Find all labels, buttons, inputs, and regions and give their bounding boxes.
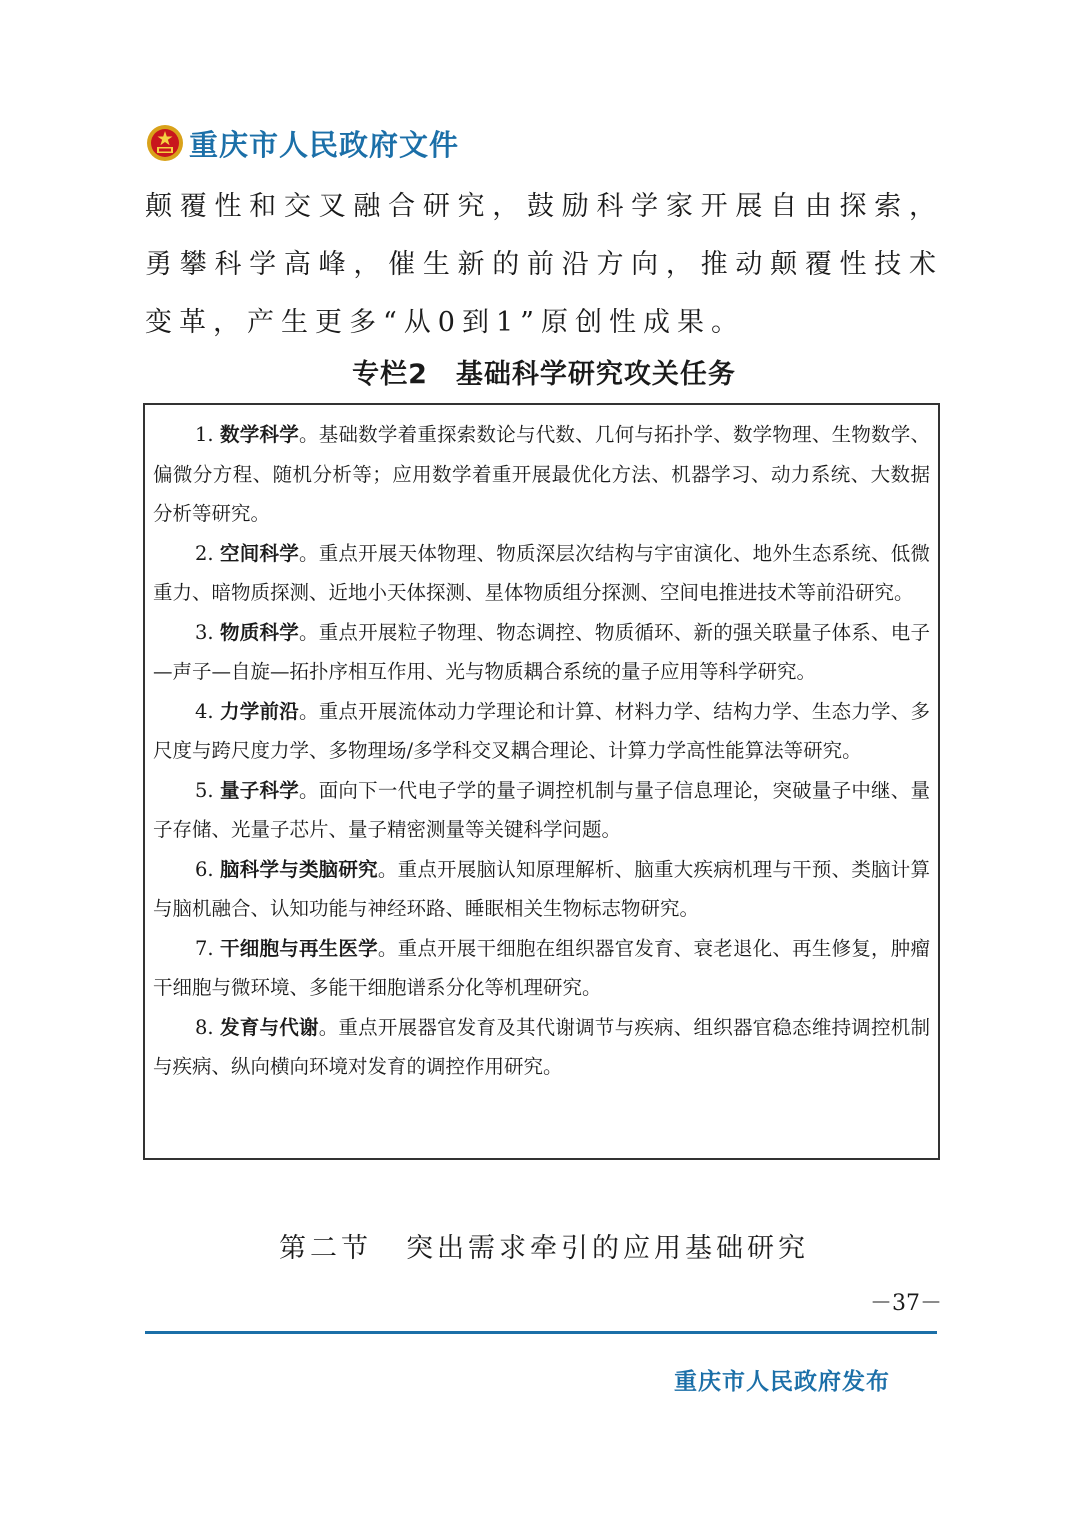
box-item-lead: 数学科学 xyxy=(220,423,299,446)
task-box xyxy=(143,403,940,1160)
box-item xyxy=(153,850,930,929)
page-number: －37－ xyxy=(870,1291,942,1316)
box-item-text: 。基础数学着重探索数论与代数、几何与拓扑学、数学物理、生物数学、偏微分方程、随机分析等；应用数学着重开展最优化方法、机器学习、动力系统、大数据分析等研究。 xyxy=(153,423,930,525)
box-item-lead: 力学前沿 xyxy=(220,699,299,723)
box-item-text: 。重点开展器官发育及其代谢调节与疾病、组织器官稳态维持调控机制与疾病、纵向横向环境对发育的调控作用研究。 xyxy=(153,1015,930,1078)
box-item xyxy=(153,1008,930,1087)
footer-divider xyxy=(145,1331,937,1334)
box-item-text: 。重点开展流体动力学理论和计算、材料力学、结构力学、生态力学、多尺度与跨尺度力学、多物理场/多学科交叉耦合理论、计算力学高性能算法等研究。 xyxy=(153,699,930,762)
section-label: 第二节 xyxy=(279,1233,372,1264)
box-item-text: 。重点开展天体物理、物质深层次结构与宇宙演化、地外生态系统、低微重力、暗物质探测、近地小天体探测、星体物质组分探测、空间电推进技术等前沿研究。 xyxy=(153,541,930,604)
box-item xyxy=(153,534,930,613)
box-item-number: 8. xyxy=(195,1015,214,1039)
body-paragraph: 颠覆性和交叉融合研究，鼓励科学家开展自由探索，勇攀科学高峰，催生新的前沿方向，推动颠覆性技术变革，产生更多“从0到1”原创性成果。 xyxy=(145,191,943,338)
box-item-lead: 物质科学 xyxy=(220,620,299,644)
national-emblem-icon xyxy=(145,123,185,163)
box-item xyxy=(153,415,930,534)
box-item xyxy=(153,771,930,850)
box-item-lead: 空间科学 xyxy=(220,541,299,565)
box-item-lead: 发育与代谢 xyxy=(220,1015,319,1039)
box-item-text: 。重点开展脑认知原理解析、脑重大疾病机理与干预、类脑计算与脑机融合、认知功能与神经环路、睡眠相关生物标志物研究。 xyxy=(153,857,930,920)
body-paragraph-block xyxy=(145,178,943,352)
box-item xyxy=(153,692,930,771)
box-item-number: 4. xyxy=(195,699,214,723)
box-item-number: 6. xyxy=(195,857,214,881)
box-item-number: 2. xyxy=(195,541,214,565)
box-item-number: 5. xyxy=(195,778,214,802)
box-item-lead: 量子科学 xyxy=(220,778,299,802)
box-item-lead: 干细胞与再生医学 xyxy=(220,936,378,960)
section-heading xyxy=(145,1226,943,1265)
box-item-number: 7. xyxy=(195,936,214,960)
box-item-lead: 脑科学与类脑研究 xyxy=(220,857,378,881)
box-title: 专栏2 基础科学研究攻关任务 xyxy=(352,359,736,390)
box-item-text: 。重点开展粒子物理、物态调控、物质循环、新的强关联量子体系、电子—声子—自旋—拓扑序相互作用、光与物质耦合系统的量子应用等科学研究。 xyxy=(153,620,930,683)
document-header xyxy=(145,118,459,168)
box-item-text: 。重点开展干细胞在组织器官发育、衰老退化、再生修复，肿瘤干细胞与微环境、多能干细胞谱系分化等机理研究。 xyxy=(153,936,930,999)
footer-publisher: 重庆市人民政府发布 xyxy=(674,1369,890,1395)
box-item xyxy=(153,613,930,692)
section-title: 突出需求牵引的应用基础研究 xyxy=(406,1233,809,1264)
box-item xyxy=(153,929,930,1008)
box-item-text: 。面向下一代电子学的量子调控机制与量子信息理论，突破量子中继、量子存储、光量子芯片、量子精密测量等关键科学问题。 xyxy=(153,778,930,841)
header-title: 重庆市人民政府文件 xyxy=(189,127,460,162)
box-item-number: 3. xyxy=(195,620,214,644)
box-item-number: 1. xyxy=(195,423,214,446)
